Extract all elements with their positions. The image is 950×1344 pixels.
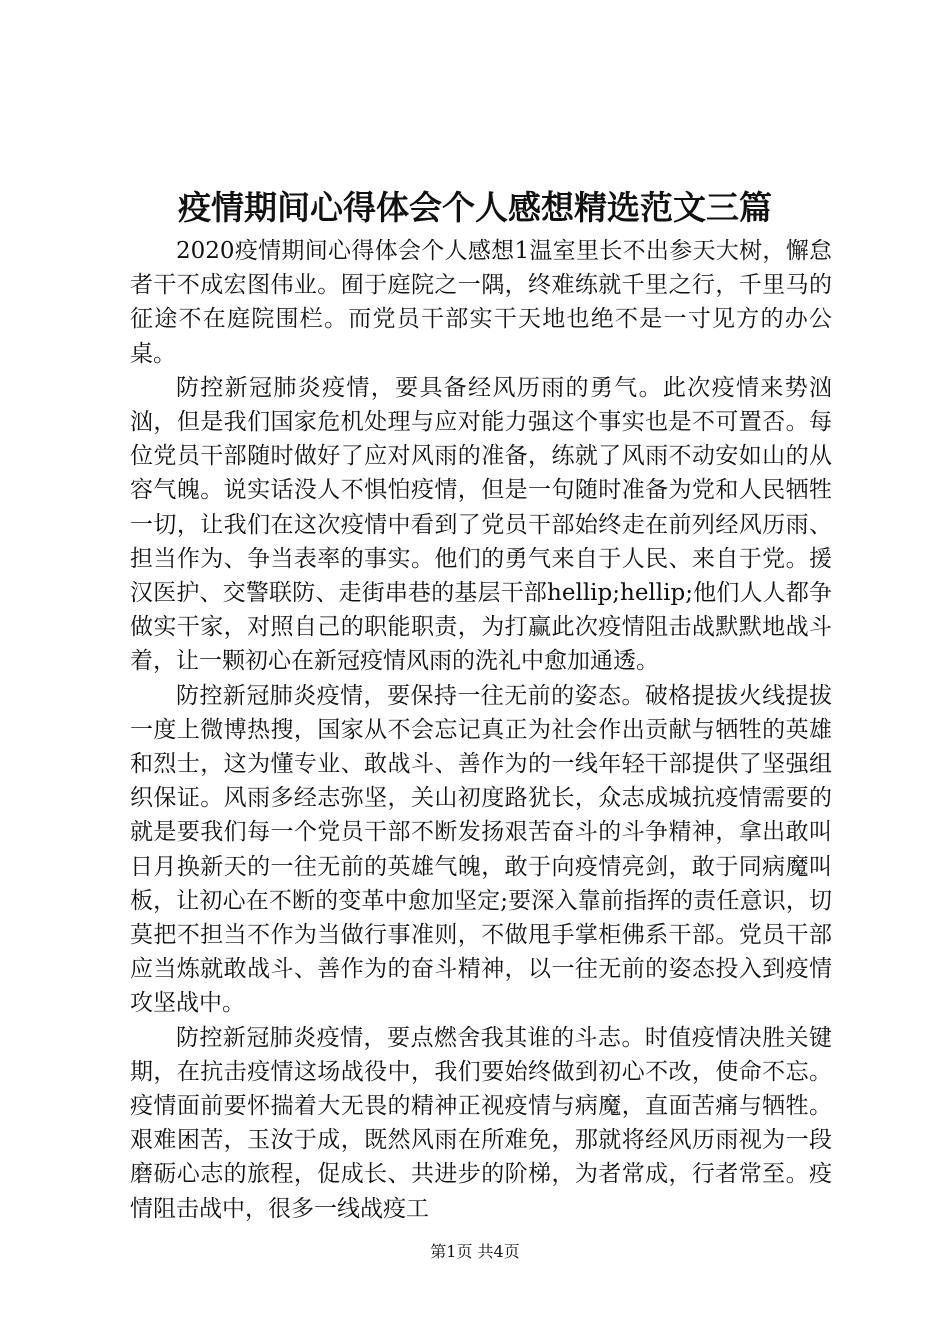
body-paragraph: 2020疫情期间心得体会个人感想1温室里长不出参天大树，懈怠者干不成宏图伟业。囿于庭院之一隅，终难练就千里之行，千里马的征途不在庭院围栏。而党员干部实干天地也绝不是一寸见方的办公桌。 — [130, 238, 832, 367]
page-number-footer: 第1页 共4页 — [430, 1242, 520, 1261]
document-title: 疫情期间心得体会个人感想精选范文三篇 — [178, 188, 772, 227]
body-paragraph: 防控新冠肺炎疫情，要点燃舍我其谁的斗志。时值疫情决胜关键期，在抗击疫情这场战役中，我们要始终做到初心不改，使命不忘。疫情面前要怀揣着大无畏的精神正视疫情与病魔，直面苦痛与牺牲。艰难困苦，玉汝于成，既然风雨在所难免，那就将经风历雨视为一段磨砺心志的旅程，促成长、共进步的阶梯，为者常成，行者常至。疫情阻击战中，很多一线战疫工 — [130, 1024, 832, 1222]
body-paragraph: 防控新冠肺炎疫情，要保持一往无前的姿态。破格提拔火线提拔一度上微博热搜，国家从不会忘记真正为社会作出贡献与牺牲的英雄和烈士，这为懂专业、敢战斗、善作为的一线年轻干部提供了坚强组织保证。风雨多经志弥坚，关山初度路犹长，众志成城抗疫情需要的就是要我们每一个党员干部不断发扬艰苦奋斗的斗争精神，拿出敢叫日月换新天的一往无前的英雄气魄，敢于向疫情亮剑，敢于同病魔叫板，让初心在不断的变革中愈加坚定;要深入靠前指挥的责任意识，切莫把不担当不作为当做行事准则，不做甩手掌柜佛系干部。党员干部应当炼就敢战斗、善作为的奋斗精神，以一往无前的姿态投入到疫情攻坚战中。 — [130, 682, 832, 1017]
document-body — [130, 234, 832, 1226]
body-paragraph: 防控新冠肺炎疫情，要具备经风历雨的勇气。此次疫情来势汹汹，但是我们国家危机处理与应对能力强这个事实也是不可置否。每位党员干部随时做好了应对风雨的准备，练就了风雨不动安如山的从容气魄。说实话没人不惧怕疫情，但是一句随时准备为党和人民牺牲一切，让我们在这次疫情中看到了党员干部始终走在前列经风历雨、担当作为、争当表率的事实。他们的勇气来自于人民、来自于党。援汉医护、交警联防、走街串巷的基层干部hellip;hellip;他们人人都争做实干家，对照自己的职能职责，为打赢此次疫情阻击战默默地战斗着，让一颗初心在新冠疫情风雨的洗礼中愈加通透。 — [130, 374, 832, 675]
